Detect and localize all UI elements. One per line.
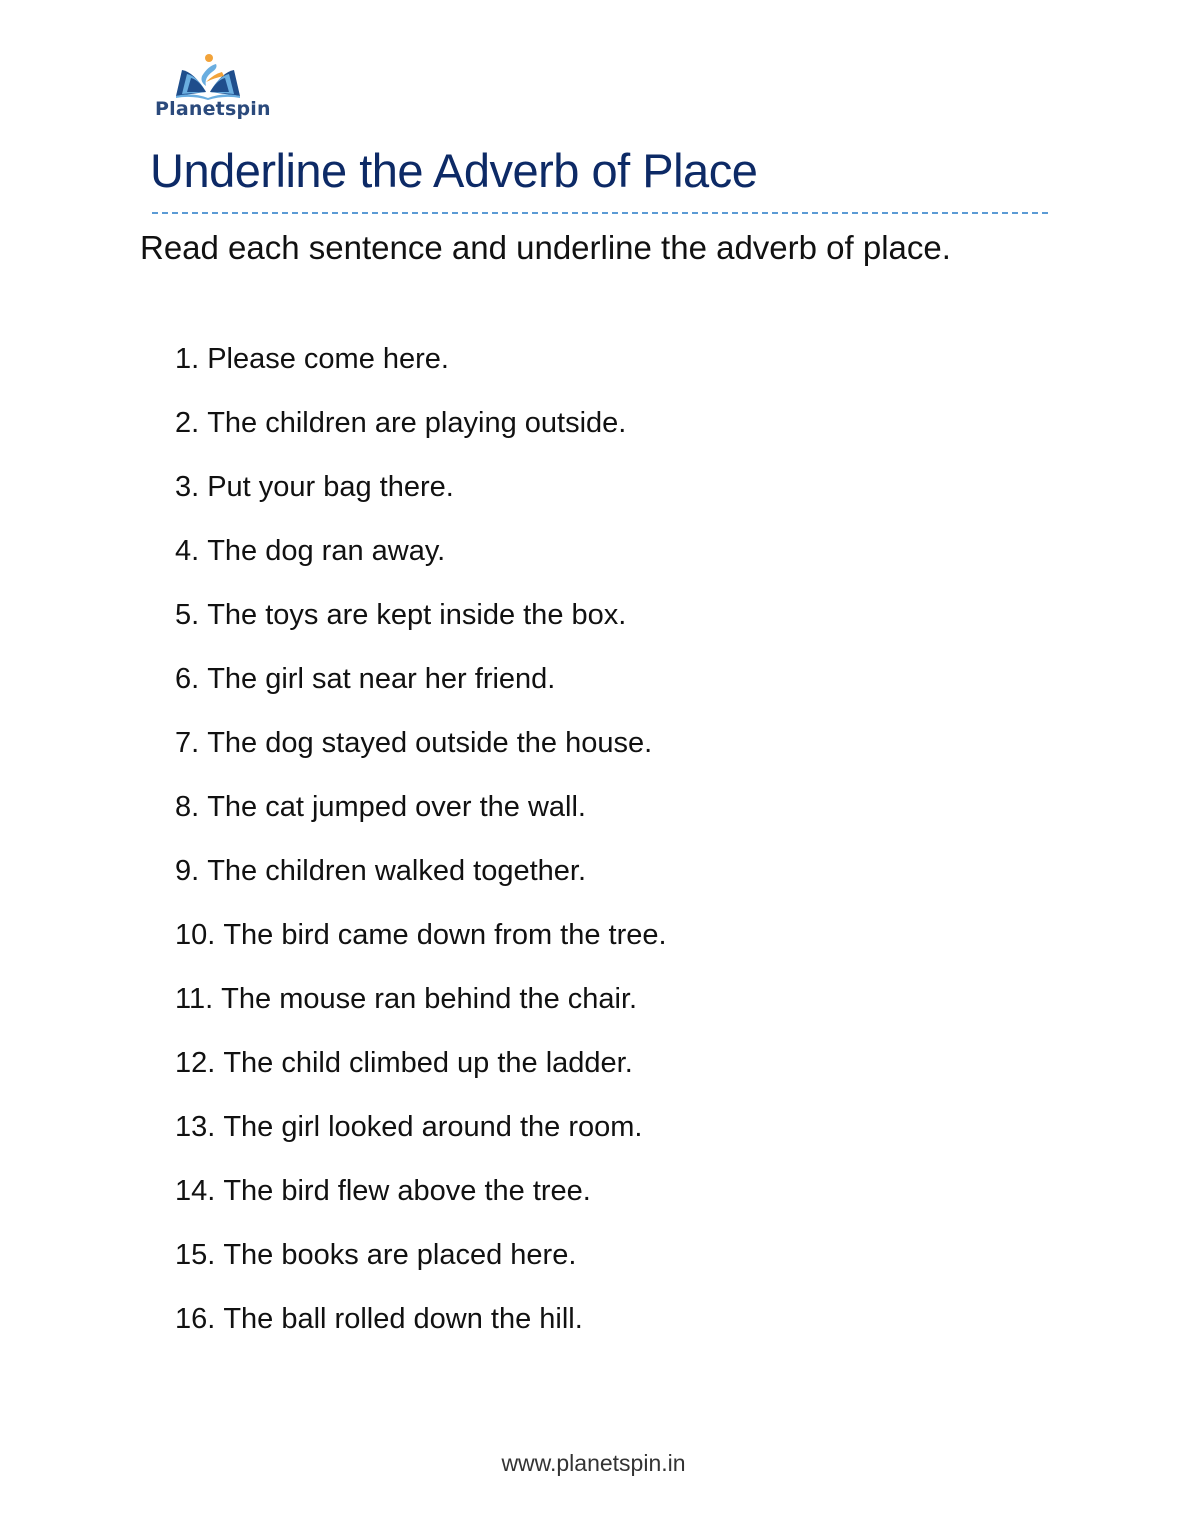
question-list xyxy=(175,340,667,1364)
question-text: The children walked together. xyxy=(207,855,587,887)
question-number: 3. xyxy=(175,471,200,503)
question-number: 1. xyxy=(175,343,200,375)
question-item xyxy=(175,468,667,532)
question-text: The girl sat near her friend. xyxy=(207,663,556,695)
question-item xyxy=(175,660,667,724)
question-text: The cat jumped over the wall. xyxy=(207,791,586,823)
question-item xyxy=(175,980,667,1044)
question-item xyxy=(175,340,667,404)
question-number: 4. xyxy=(175,535,200,567)
brand-logo xyxy=(152,50,271,126)
question-number: 10. xyxy=(175,919,216,951)
question-number: 8. xyxy=(175,791,200,823)
question-item xyxy=(175,532,667,596)
question-item xyxy=(175,1300,667,1364)
question-number: 13. xyxy=(175,1111,216,1143)
question-text: Put your bag there. xyxy=(207,471,454,503)
question-text: Please come here. xyxy=(207,343,449,375)
question-number: 9. xyxy=(175,855,200,887)
question-number: 6. xyxy=(175,663,200,695)
question-item xyxy=(175,1236,667,1300)
question-item xyxy=(175,724,667,788)
website-link[interactable]: www.planetspin.in xyxy=(501,1450,686,1476)
question-item xyxy=(175,1044,667,1108)
question-text: The children are playing outside. xyxy=(207,407,627,439)
question-item xyxy=(175,404,667,468)
question-text: The dog stayed outside the house. xyxy=(207,727,653,759)
question-number: 7. xyxy=(175,727,200,759)
question-text: The dog ran away. xyxy=(207,535,446,567)
question-item xyxy=(175,1108,667,1172)
open-book-with-figure-icon xyxy=(172,52,244,100)
question-number: 16. xyxy=(175,1303,216,1335)
question-text: The child climbed up the ladder. xyxy=(223,1047,633,1079)
question-item xyxy=(175,596,667,660)
question-number: 14. xyxy=(175,1175,216,1207)
question-text: The toys are kept inside the box. xyxy=(207,599,627,631)
instructions-text: Read each sentence and underline the adverb of place. xyxy=(140,229,951,266)
title-divider xyxy=(152,212,1048,214)
question-text: The books are placed here. xyxy=(223,1239,577,1271)
question-number: 11. xyxy=(175,983,214,1015)
question-number: 15. xyxy=(175,1239,216,1271)
question-text: The ball rolled down the hill. xyxy=(223,1303,583,1335)
question-item xyxy=(175,916,667,980)
question-text: The bird came down from the tree. xyxy=(223,919,667,951)
question-text: The mouse ran behind the chair. xyxy=(221,983,638,1015)
question-item xyxy=(175,1172,667,1236)
footer xyxy=(0,1450,1187,1477)
question-text: The bird flew above the tree. xyxy=(223,1175,591,1207)
question-item xyxy=(175,852,667,916)
question-number: 5. xyxy=(175,599,200,631)
page-title: Underline the Adverb of Place xyxy=(150,144,758,197)
question-item xyxy=(175,788,667,852)
brand-name: Planetspin xyxy=(155,98,271,120)
question-text: The girl looked around the room. xyxy=(223,1111,643,1143)
question-number: 12. xyxy=(175,1047,216,1079)
question-number: 2. xyxy=(175,407,200,439)
